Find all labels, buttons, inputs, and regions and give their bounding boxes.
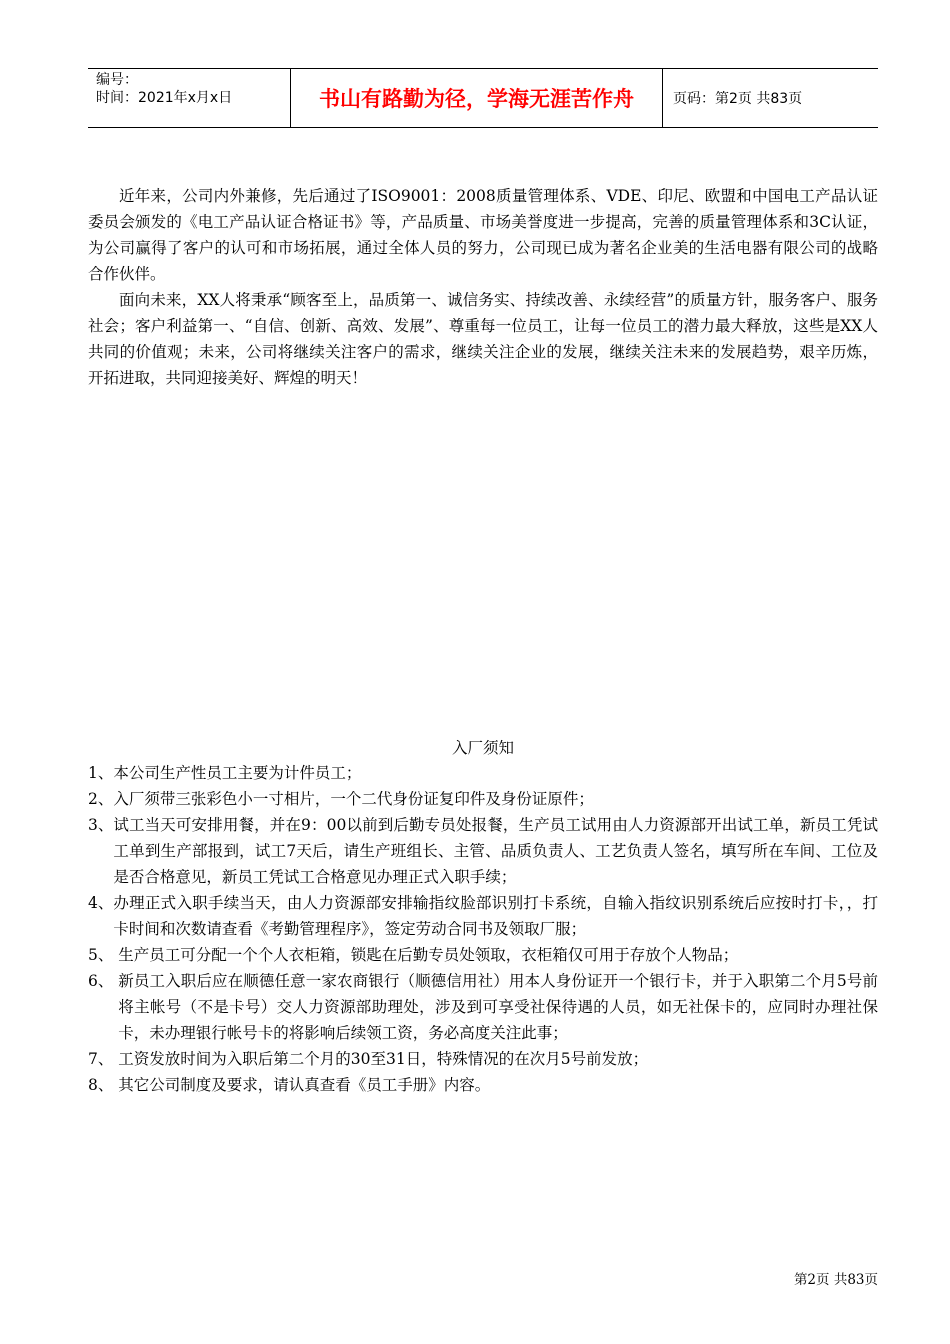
list-item-text: 本公司生产性员工主要为计件员工； — [113, 764, 362, 782]
list-item — [88, 1046, 878, 1072]
company-intro — [88, 183, 878, 391]
list-item-number: 7、 — [88, 1050, 119, 1068]
notice-title: 入厂须知 — [451, 739, 514, 757]
list-item-number: 5、 — [88, 946, 119, 964]
list-item — [88, 760, 878, 786]
list-item-number: 1、 — [88, 764, 114, 782]
serial-number-label: 编号： — [96, 72, 138, 88]
header-page-number: 页码：第2页 共83页 — [673, 91, 803, 107]
list-item-text: 办理正式入职手续当天，由人力资源部安排输指纹脸部识别打卡系统，自输入指纹识别系统后应按时打卡，，打卡时间和次数请查看《考勤管理程序》，签定劳动合同书及领取厂服； — [113, 894, 878, 938]
list-item — [88, 942, 878, 968]
list-item-number: 2、 — [88, 790, 114, 808]
list-item-number: 4、 — [88, 894, 114, 912]
page-header — [88, 68, 878, 128]
list-item — [88, 890, 878, 942]
date-label: 时间：2021年x月x日 — [96, 90, 233, 106]
list-item — [88, 1072, 878, 1098]
list-item-text: 入厂须带三张彩色小一寸相片，一个二代身份证复印件及身份证原件； — [113, 790, 594, 808]
notice-list — [88, 760, 878, 1098]
list-item-text: 其它公司制度及要求，请认真查看《员工手册》内容。 — [118, 1076, 491, 1094]
list-item-number: 6、 — [88, 972, 119, 990]
footer-page-number: 第2页 共83页 — [793, 1272, 878, 1288]
header-meta — [88, 69, 291, 127]
list-item-text: 试工当天可安排用餐，并在9：00以前到后勤专员处报餐，生产员工试用由人力资源部开出试工单，新员工凭试工单到生产部报到，试工7天后，请生产班组长、主管、品质负责人、工艺负责人签名，填写所在车间、工位及是否合格意见，新员工凭试工合格意见办理正式入职手续； — [113, 816, 878, 886]
header-motto: 书山有路勤为径，学海无涯苦作舟 — [291, 69, 663, 127]
intro-paragraph-1: 近年来，公司内外兼修，先后通过了ISO9001：2008质量管理体系、VDE、印尼、欧盟和中国电工产品认证委员会颁发的《电工产品认证合格证书》等，产品质量、市场美誉度进一步提高，完善的质量管理体系和3C认证，为公司赢得了客户的认可和市场拓展，通过全体人员的努力，公司现已成为著名企业美的生活电器有限公司的战略合作伙伴。 — [88, 187, 878, 283]
intro-paragraph-2: 面向未来，XX人将秉承“顾客至上，品质第一、诚信务实、持续改善、永续经营”的质量方针，服务客户、服务社会；客户利益第一、“自信、创新、高效、发展”、尊重每一位员工，让每一位员工的潜力最大释放，这些是XX人共同的价值观；未来，公司将继续关注客户的需求，继续关注企业的发展，继续关注未来的发展趋势，艰辛历炼，开拓进取，共同迎接美好、辉煌的明天！ — [88, 291, 878, 387]
list-item-text: 新员工入职后应在顺德任意一家农商银行（顺德信用社）用本人身份证开一个银行卡，并于入职第二个月5号前将主帐号（不是卡号）交人力资源部助理处，涉及到可享受社保待遇的人员，如无社保卡的，应同时办理社保卡，未办理银行帐号卡的将影响后续领工资，务必高度关注此事； — [118, 972, 878, 1042]
list-item — [88, 968, 878, 1046]
list-item-number: 8、 — [88, 1076, 119, 1094]
list-item-number: 3、 — [88, 816, 114, 834]
list-item-text: 工资发放时间为入职后第二个月的30至31日，特殊情况的在次月5号前发放； — [118, 1050, 649, 1068]
list-item-text: 生产员工可分配一个个人衣柜箱，锁匙在后勤专员处领取，衣柜箱仅可用于存放个人物品； — [118, 946, 739, 964]
list-item — [88, 786, 878, 812]
list-item — [88, 812, 878, 890]
